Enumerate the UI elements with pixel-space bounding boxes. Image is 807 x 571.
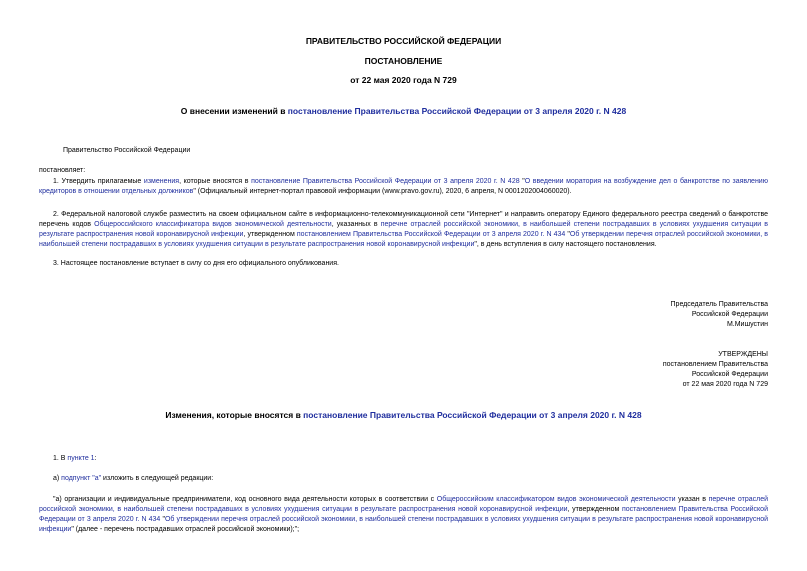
link-subclause-a[interactable]: подпункт "а" [61,475,102,482]
signature-country: Российской Федерации [691,311,768,318]
approval-line-2: постановлением Правительства [662,361,768,368]
changes-title: Изменения, которые вносятся в постановление Правительства Российской Федерации от 3 апреля 2020 г. N 428 [165,410,642,420]
item-a: а) подпункт "а" изложить в следующей редакции: [53,475,214,482]
signature-position: Председатель Правительства [670,301,768,308]
government-heading: ПРАВИТЕЛЬСТВО РОССИЙСКОЙ ФЕДЕРАЦИИ [305,36,502,46]
link-decree-434-2[interactable]: постановлением Правительства Российской Федерации от 3 апреля 2020 г. N 434 [39,506,768,523]
title-link[interactable]: постановление Правительства Российской Федерации от 3 апреля 2020 г. N 428 [287,106,627,116]
link-list-approval[interactable]: Об утверждении перечня отраслей российской экономики, в наибольшей степени пострадавших в условиях ухудшения ситуации в результате распространения новой коронавирусной инфекции [39,231,768,248]
link-decree-434[interactable]: постановлением Правительства Российской Федерации от 3 апреля 2020 г. N 434 [296,231,566,238]
link-moratorium[interactable]: О введении моратория на возбуждение дел о банкротстве по заявлению кредиторов в отношении отдельных должников [39,178,768,195]
intro-decrees: постановляет: [39,167,86,174]
paragraph-2: 2. Федеральной налоговой службе разместить на своем официальном сайте в информационно-телекоммуникационной сети "Интернет" и направить оператору Единого федерального реестра сведений о банкротстве перечень кодов Общероссийского классификатора видов экономической деятельности, указанных в перечне отраслей российской экономики, в наибольшей степени пострадавших в условиях ухудшения ситуации в результате распространения новой коронавирусной инфекции, утвержденном постановлением Правительства Российской Федерации от 3 апреля 2020 г. N 434 "Об утверждении перечня отраслей российской экономики, в наибольшей степени пострадавших в условиях ухудшения ситуации в результате распространения новой коронавирусной инфекции", в день вступления в силу настоящего постановления. [39,211,769,248]
document-title [0,106,807,116]
paragraph-3: 3. Настоящее постановление вступает в силу со дня его официального опубликования. [53,260,339,267]
quoted-text: "а) организации и индивидуальные предприниматели, код основного вида деятельности которых в соответствии с Общероссийским классификатором видов экономической деятельности указан в перечне отраслей российской экономики, в наибольшей степени пострадавших в условиях ухудшения ситуации в результате распространения новой коронавирусной инфекции, утвержденном постановлением Правительства Российской Федерации от 3 апреля 2020 г. N 434 "Об утверждении перечня отраслей российской экономики, в наибольшей степени пострадавших в условиях ухудшения ситуации в результате распространения новой коронавирусной инфекции" (далее - перечень пострадавших отраслей российской экономики);"; [39,496,768,533]
link-clause-1[interactable]: пункте 1 [67,455,95,462]
item-1: 1. В пункте 1: [53,455,97,462]
link-changes[interactable]: изменения [143,178,180,185]
signature-block [468,300,768,330]
signature-name: М.Мишустин [726,321,768,328]
title-prefix: О внесении изменений в [180,106,288,116]
changes-title-link[interactable]: постановление Правительства Российской Федерации от 3 апреля 2020 г. N 428 [303,410,642,420]
link-decree-428[interactable]: постановление Правительства Российской Федерации от 3 апреля 2020 г. N 428 [251,178,520,185]
link-okved-2[interactable]: Общероссийским классификатором видов экономической деятельности [436,496,676,503]
link-okved[interactable]: Общероссийского классификатора видов экономической деятельности [94,221,332,228]
document-date: от 22 мая 2020 года N 729 [350,75,457,85]
approval-heading: УТВЕРЖДЕНЫ [718,351,768,358]
link-industry-list-2[interactable]: перечне отраслей российской экономики, в наибольшей степени пострадавших в условиях ухудшения ситуации в результате распространения новой коронавирусной инфекции [39,496,768,513]
paragraph-1: 1. Утвердить прилагаемые изменения, которые вносятся в постановление Правительства Российской Федерации от 3 апреля 2020 г. N 428 "О введении моратория на возбуждение дел о банкротстве по заявлению кредиторов в отношении отдельных должников" (Официальный интернет-портал правовой информации (www.pravo.gov.ru), 2020, 6 апреля, N 0001202004060020). [39,178,768,195]
approval-line-3: Российской Федерации [691,371,768,378]
intro-government: Правительство Российской Федерации [63,147,191,154]
link-industry-list[interactable]: перечне отраслей российской экономики, в наибольшей степени пострадавших в условиях ухудшения ситуации в результате распространения новой коронавирусной инфекции [39,221,769,238]
document-type: ПОСТАНОВЛЕНИЕ [364,56,443,66]
approval-block [468,350,768,390]
link-list-approval-2[interactable]: Об утверждении перечня отраслей российской экономики, в наибольшей степени пострадавших в условиях ухудшения ситуации в результате распространения новой коронавирусной инфекции [39,516,768,533]
approval-date: от 22 мая 2020 года N 729 [682,381,768,388]
